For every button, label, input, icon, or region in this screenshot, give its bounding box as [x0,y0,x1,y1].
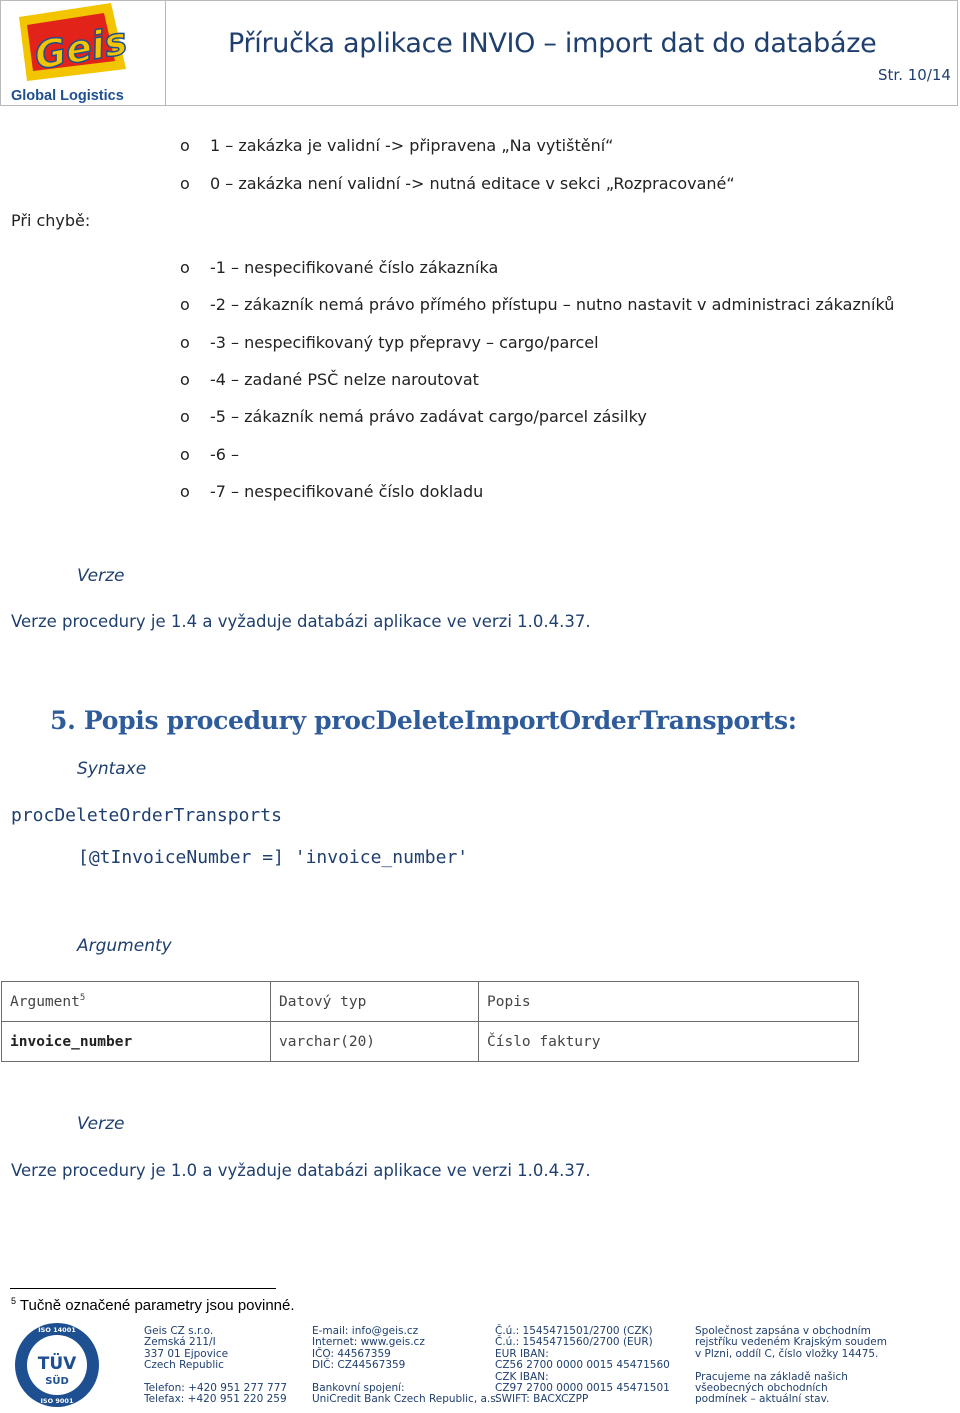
table-cell: Číslo faktury [479,1022,859,1062]
cert-top-label: ISO 14001 [38,1326,76,1334]
logo-subtitle: Global Logistics [11,88,124,104]
list-item-text: -3 – nespecifikovaný typ přepravy – cargo/parcel [210,333,599,352]
bullet-icon: o [180,407,190,426]
footer-bank-column: Č.ú.: 1545471501/2700 (CZK) Č.ú.: 1545471560/2700 (EUR) EUR IBAN: CZ56 2700 0000 0015 45471560 CZK IBAN: CZ97 2700 0000 0015 45471501 SWIFT: BACXCZPP [495,1325,670,1406]
arguments-table [1,981,859,1062]
list-item-text: -5 – zákazník nemá právo zadávat cargo/parcel zásilky [210,407,647,426]
cert-bottom-label: ISO 9001 [40,1397,74,1405]
geis-logo [1,1,166,105]
cert-sub: SÜD [45,1376,69,1387]
list-item-text: -1 – nespecifikované číslo zákazníka [210,258,499,277]
list-item [0,407,940,431]
list-item [0,445,940,469]
bullet-icon: o [180,136,190,155]
syntax-line: procDeleteOrderTransports [11,805,282,826]
footnote-divider [10,1288,276,1289]
version-heading: Verze [77,1114,125,1134]
table-header-cell: Argument$^5$ [2,982,271,1022]
error-label: Při chybě: [11,211,91,230]
page-number: Str. 10/14 [878,66,951,84]
table-cell: varchar(20) [271,1022,479,1062]
bullet-icon: o [180,370,190,389]
list-item [0,258,940,282]
footer-legal-column: Společnost zapsána v obchodním rejstříku vedeném Krajským soudem v Plzni, oddíl C, číslo vložky 14475. Pracujeme na základě našich všeobecných obchodních podmínek – aktuální stav. [695,1325,887,1406]
bullet-icon: o [180,445,190,464]
table-row [2,1022,859,1062]
version-text: Verze procedury je 1.0 a vyžaduje databázi aplikace ve verzi 1.0.4.37. [11,1161,591,1180]
list-item [0,136,940,160]
footnote-ref: 5 [79,993,86,1004]
list-item [0,174,940,198]
list-item-text: 0 – zakázka není validní -> nutná editace v sekci „Rozpracované“ [210,174,735,193]
table-header-cell: Popis [479,982,859,1022]
footer-contact-column: E-mail: info@geis.cz Internet: www.geis.cz IČO: 44567359 DIČ: CZ44567359 Bankovní spojení: UniCredit Bank Czech Republic, a.s. [312,1325,500,1406]
bullet-icon: o [180,333,190,352]
section-heading: 5. Popis procedury procDeleteImportOrderTransports: [50,706,797,735]
footnote-number: 5 [11,1296,17,1306]
tuv-certification-graphic [14,1322,100,1408]
footnote-text: Tučně označené parametry jsou povinné. [19,1297,295,1314]
list-item [0,295,940,319]
list-item-text: -6 – [210,445,240,464]
bullet-icon: o [180,482,190,501]
arguments-heading: Argumenty [77,936,172,956]
bullet-icon: o [180,174,190,193]
syntax-heading: Syntaxe [77,759,147,779]
list-item-text: 1 – zakázka je validní -> připravena „Na vytištění“ [210,136,614,155]
list-item-text: -2 – zákazník nemá právo přímého přístupu – nutno nastavit v administraci zákazníků [210,295,895,314]
bullet-icon: o [180,295,190,314]
table-cell: invoice_number [2,1022,271,1062]
geis-logo-graphic [1,1,165,105]
table-header-cell: Datový typ [271,982,479,1022]
cert-mark: TÜV [37,1354,77,1374]
document-title: Příručka aplikace INVIO – import dat do databáze [228,28,877,59]
footer-company-column: Geis CZ s.r.o. Zemská 211/I 337 01 Ejpovice Czech Republic Telefon: +420 951 277 777 Telefax: +420 951 220 259 [144,1325,288,1406]
list-item [0,370,940,394]
table-header-row [2,982,859,1022]
version-heading: Verze [77,566,125,586]
version-text: Verze procedury je 1.4 a vyžaduje databázi aplikace ve verzi 1.0.4.37. [11,612,591,631]
footnote [11,1296,295,1314]
syntax-line: [@tInvoiceNumber =] 'invoice_number' [78,847,469,868]
list-item-text: -4 – zadané PSČ nelze naroutovat [210,370,479,389]
tuv-certification-badge [14,1322,100,1408]
list-item [0,333,940,357]
list-item [0,482,940,506]
logo-wordmark: Geis [31,18,131,79]
bullet-icon: o [180,258,190,277]
list-item-text: -7 – nespecifikované číslo dokladu [210,482,484,501]
